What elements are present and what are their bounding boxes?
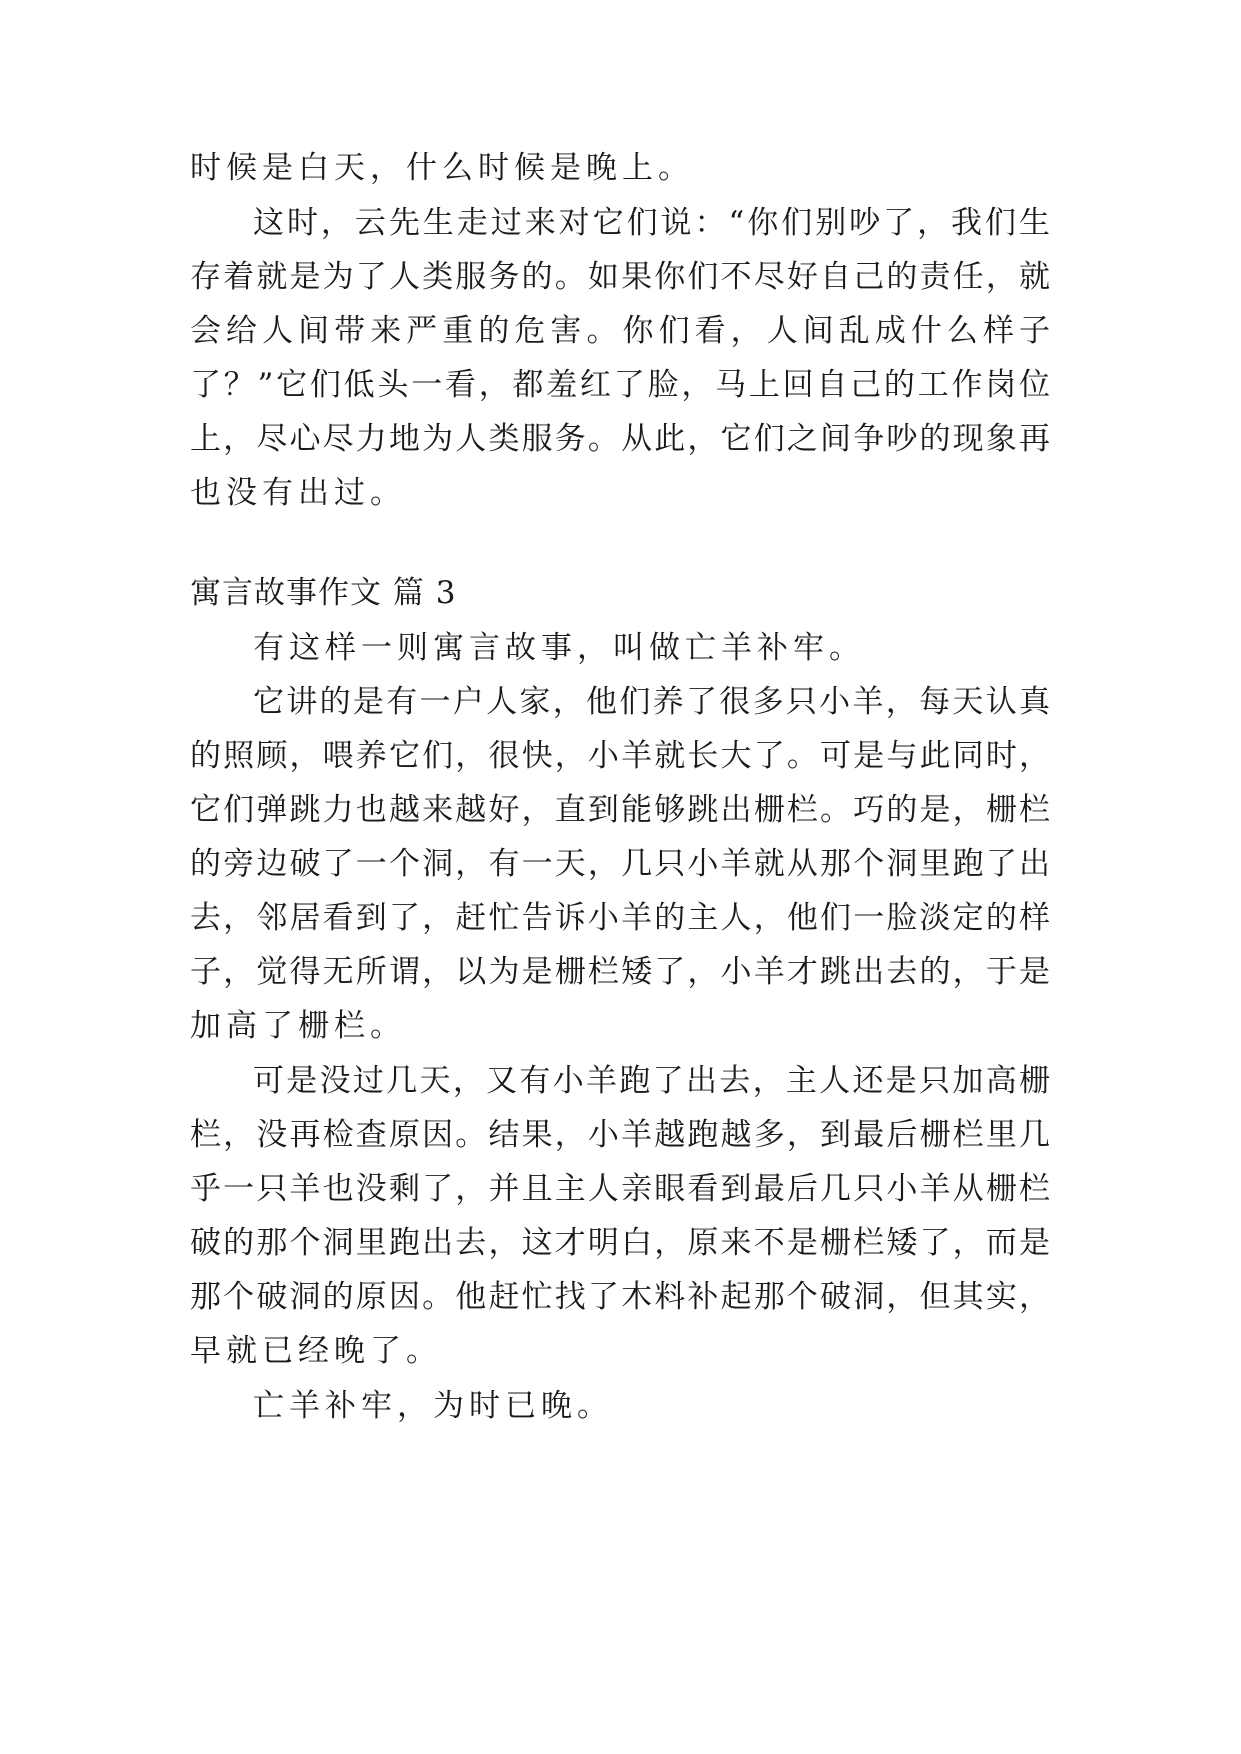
- text-line: 会给人间带来严重的危害。你们看，人间乱成什么样子: [190, 313, 1050, 349]
- text-line: 它讲的是有一户人家，他们养了很多只小羊，每天认真: [253, 684, 1050, 720]
- text-line: 那个破洞的原因。他赶忙找了木料补起那个破洞，但其实，: [190, 1279, 1050, 1315]
- text-line: 也没有出过。: [190, 475, 406, 511]
- section-heading: 寓言故事作文 篇 3: [190, 575, 457, 611]
- text-line: 它们弹跳力也越来越好，直到能够跳出栅栏。巧的是，栅栏: [190, 792, 1050, 828]
- text-line: 加高了栅栏。: [190, 1008, 406, 1044]
- text-line: 有这样一则寓言故事，叫做亡羊补牢。: [253, 630, 865, 666]
- text-line: 的旁边破了一个洞，有一天，几只小羊就从那个洞里跑了出: [190, 846, 1050, 882]
- text-line: 去，邻居看到了，赶忙告诉小羊的主人，他们一脸淡定的样: [190, 900, 1050, 936]
- text-line: 破的那个洞里跑出去，这才明白，原来不是栅栏矮了，而是: [190, 1225, 1050, 1261]
- text-line: 可是没过几天，又有小羊跑了出去，主人还是只加高栅: [253, 1063, 1050, 1099]
- text-line: 存着就是为了人类服务的。如果你们不尽好自己的责任，就: [190, 259, 1050, 295]
- text-line: 栏，没再检查原因。结果，小羊越跑越多，到最后栅栏里几: [190, 1117, 1050, 1153]
- text-line: 子，觉得无所谓，以为是栅栏矮了，小羊才跳出去的，于是: [190, 954, 1050, 990]
- text-line: 亡羊补牢，为时已晚。: [253, 1388, 613, 1424]
- text-line: 的照顾，喂养它们，很快，小羊就长大了。可是与此同时，: [190, 738, 1050, 774]
- text-line: 时候是白天，什么时候是晚上。: [190, 150, 694, 186]
- text-line: 了？”它们低头一看，都羞红了脸，马上回自己的工作岗位: [190, 367, 1050, 403]
- text-line: 上，尽心尽力地为人类服务。从此，它们之间争吵的现象再: [190, 421, 1050, 457]
- text-line: 这时，云先生走过来对它们说：“你们别吵了，我们生: [253, 205, 1050, 241]
- text-line: 乎一只羊也没剩了，并且主人亲眼看到最后几只小羊从栅栏: [190, 1171, 1050, 1207]
- text-line: 早就已经晚了。: [190, 1333, 442, 1369]
